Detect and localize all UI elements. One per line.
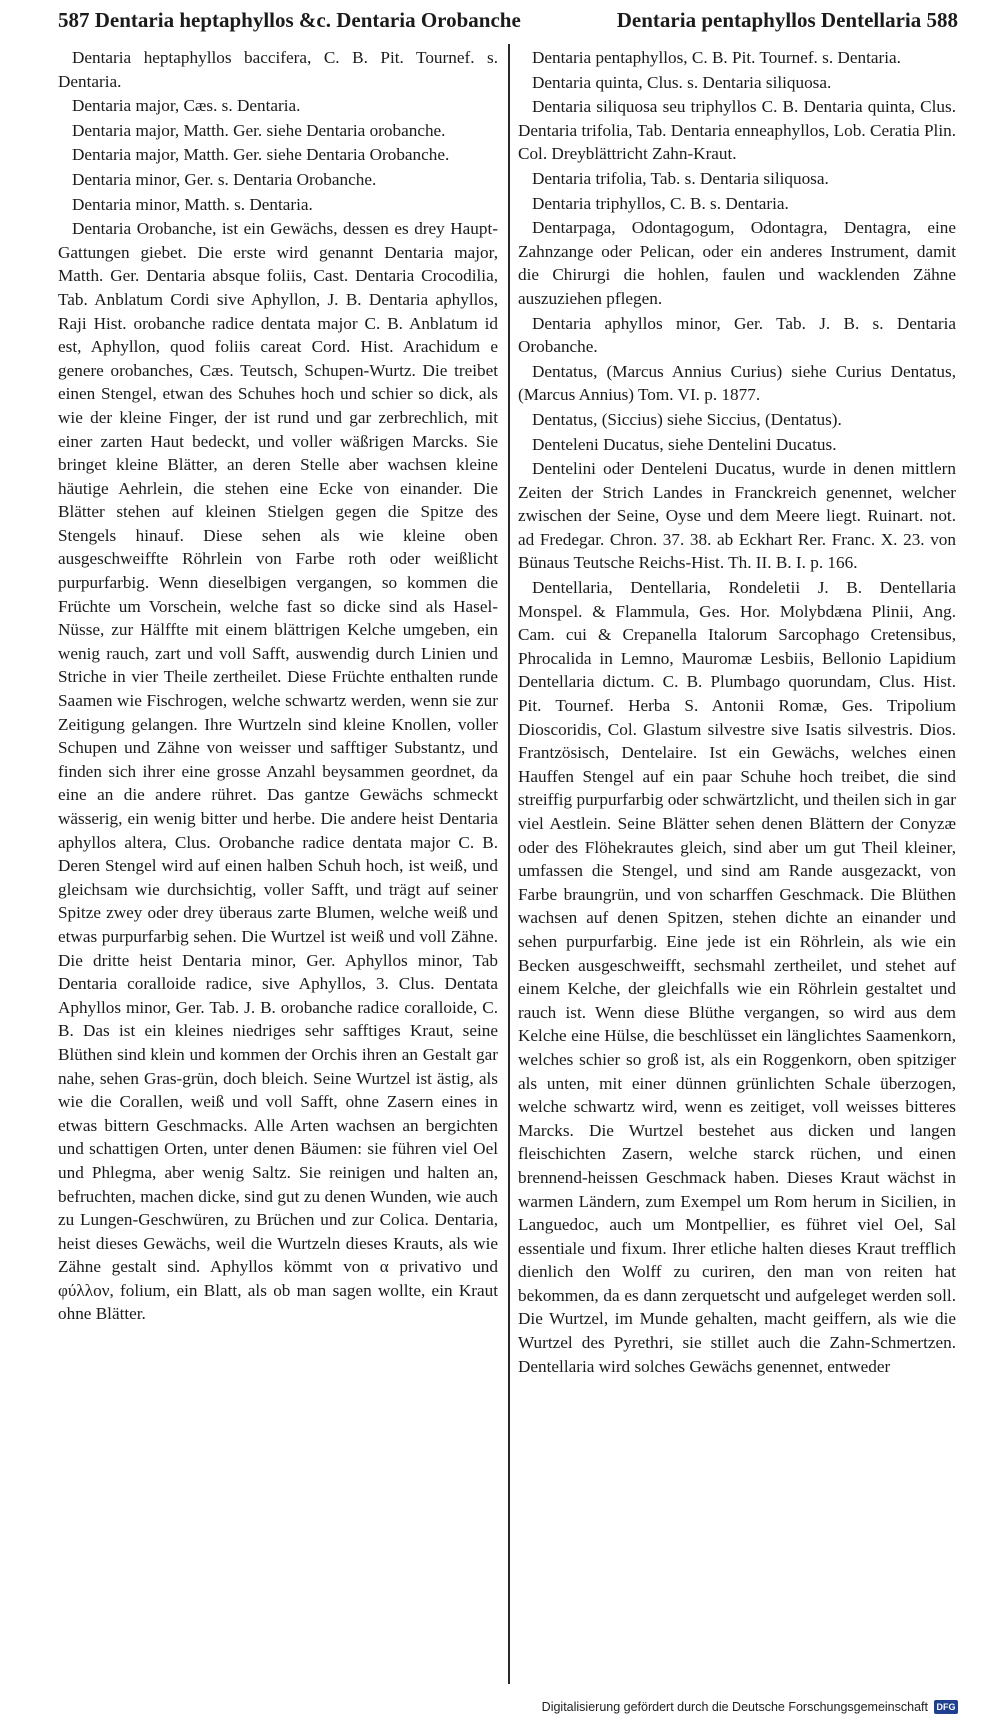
entry: Dentaria siliquosa seu triphyllos C. B. Dentaria quinta, Clus. Dentaria trifolia, Tab. Dentaria enneaphyllos, Lob. Ceratia Plin. Col. Dreyblättricht Zahn-Kraut. xyxy=(518,97,956,164)
entry: Denteleni Ducatus, siehe Dentelini Ducatus. xyxy=(532,434,837,454)
entry: Dentaria Orobanche, ist ein Gewächs, dessen es drey Haupt-Gattungen giebet. Die erste wird genannt Dentaria major, Matth. Ger. Dentaria absque foliis, Cast. Dentaria Crocodilia, Tab. Anblatum Cordi sive Aphyllon, J. B. Dentaria aphyllos, Raji Hist. orobanche radice dentata major C. B. Anblatum id est, Aphyllon, quod foliis careat Cord. Hist. Arachidum e genere orobanches, Cæs. Teutsch, Schupen-Wurtz. Die treibet einen Stengel, etwan des Schuhes hoch und schier so dick, als wie der kleine Finger, der ist rund und gar zerbrechlich, mit einer zarten Haut bedeckt, und voller wäßrigen Marcks. Sie bringet kleine Blätter, an deren Stelle aber wachsen kleine häutige Aehrlein, die stehen eine Ecke von einander. Die Blätter stehen auf kleinen Stielgen gegen die Spitze des Stengels hinauf. Diese sehen als wie kleine oben ausgeschweiffte Röhrlein von Farbe roth oder weißlicht purpurfarbig. Wenn dieselbigen vergangen, so kommen die Früchte um Vorschein, welche fast so dicke sind als Hasel-Nüsse, zur Hälffte mit einem blättrigen Kelche umgeben, ein wenig rauch, zart und voll Safft, auswendig durch Linien und Striche in vier Theile zertheilet. Diese Früchte enthalten runde Saamen wie Fischrogen, welche schwartz werden, wenn sie zur Zeitigung gelangen. Ihre Wurtzeln sind kleine Knollen, voller Schupen und Zähne von weisser und safftiger Substantz, und finden sich ihrer eine grosse Anzahl beysammen geordnet, da eine an die andere rühret. Das gantze Gewächs schmeckt wässerig, ein wenig bitter und herbe. Die andere heist Dentaria aphyllos altera, Clus. Orobanche radice dentata major C. B. Deren Stengel wird auf einen halben Schuh hoch, ist weiß, und gleichsam wie durchsichtig, voller Safft, und trägt auf seiner Spitze zwey oder drey überaus zarte Blumen, welche weiß und etwas purpurfarbig sehen. Die Wurtzel ist weiß und voll Zähne. Die dritte heist Dentaria minor, Ger. Aphyllos minor, Tab Dentaria coralloide radice, sive Aphyllos, 3. Clus. Dentata Aphyllos minor, Ger. Tab. J. B. orobanche radice coralloide, C. B. Das ist ein kleines niedriges sehr safftiges Kraut, seine Blüthen sind klein und kommen der Orchis ihren an Gestalt gar nahe, sehen Gras-grün, doch bleich. Seine Wurtzel ist ästig, als wie die Corallen, weiß und voll Safft, ohne Zasern eines in etwas bittern Geschmacks. Alle Arten wachsen an bergichten und schattigen Orten, unter denen Bäumen: sie führen viel Oel und Phlegma, aber wenig Saltz. Sie reinigen und halten an, befruchten, machen dicke, sind gut zu denen Wunden, wie auch zu Lungen-Geschwüren, zu Brüchen und zur Colica. Dentaria, heist dieses Gewächs, weil die Wurtzeln dieses Krauts, als wie Zähne gestalt sind. Aphyllos kömmt von α privativo und φύλλον, folium, ein Blatt, als ob man sagen wollte, ein Kraut ohne Blätter. xyxy=(58,219,498,1324)
entry: Dentaria trifolia, Tab. s. Dentaria siliquosa. xyxy=(532,168,829,188)
entry: Dentaria major, Matth. Ger. siehe Dentaria Orobanche. xyxy=(72,145,450,165)
footer-credit: Digitalisierung gefördert durch die Deutsche Forschungsgemeinschaft xyxy=(541,1700,928,1714)
right-column xyxy=(518,46,956,1636)
entry: Dentaria aphyllos minor, Ger. Tab. J. B. s. Dentaria Orobanche. xyxy=(518,313,956,357)
entry: Dentarpaga, Odontagogum, Odontagra, Dentagra, eine Zahnzange oder Pelican, oder ein anderes Instrument, damit die Chirurgi die hohlen, faulen und wacklenden Zähne auszuziehen pflegen. xyxy=(518,218,956,308)
entry: Dentaria minor, Ger. s. Dentaria Orobanche. xyxy=(72,169,377,189)
dfg-logo-icon: DFG xyxy=(934,1700,958,1714)
page-header xyxy=(58,8,958,42)
header-left: 587 Dentaria heptaphyllos &c. Dentaria Orobanche xyxy=(58,8,521,32)
entry: Dentaria heptaphyllos baccifera, C. B. Pit. Tournef. s. Dentaria. xyxy=(58,48,498,91)
left-column xyxy=(58,46,498,1636)
entry: Dentaria quinta, Clus. s. Dentaria siliquosa. xyxy=(532,72,832,92)
entry: Dentatus, (Marcus Annius Curius) siehe Curius Dentatus, (Marcus Annius) Tom. VI. p. 1877. xyxy=(518,361,956,405)
entry: Dentaria major, Cæs. s. Dentaria. xyxy=(72,96,301,116)
entry: Dentaria triphyllos, C. B. s. Dentaria. xyxy=(532,193,789,213)
entry: Dentelini oder Denteleni Ducatus, wurde in denen mittlern Zeiten der Strich Landes in Franckreich genennet, welcher zwischen der Seine, Oyse und dem Meere liegt. Ruinart. not. ad Fredegar. Chron. 37. 38. ab Eckhart Rer. Franc. X. 23. von Bünaus Teutsche Reichs-Hist. Th. II. B. I. p. 166. xyxy=(518,459,956,573)
digitization-footer xyxy=(542,1697,958,1717)
column-divider xyxy=(508,44,510,1684)
entry: Dentaria major, Matth. Ger. siehe Dentaria orobanche. xyxy=(72,120,446,140)
entry: Dentellaria, Dentellaria, Rondeletii J. B. Dentellaria Monspel. & Flammula, Ges. Hor. Molybdæna Plinii, Ang. Cam. cui & Crepanella Italorum Sarcophago Cretensibus, Phrocalida in Lemno, Mauromæ Lesbiis, Bellonio Lapidium Dentellaria dictum. C. B. Plumbago quorundam, Clus. Hist. Pit. Tournef. Herba S. Antonii Romæ, Ges. Tripolium Dioscoridis, Col. Glastum silvestre sive Isatis silvestris. Dios. Frantzösisch, Dentelaire. Ist ein Gewächs, welches einen Hauffen Stengel auf ein paar Schuhe hoch treibet, die sind streiffig purpurfarbig oder schwärtzlicht, und theilen sich in gar viel Aestlein. Seine Blätter sehen denen Blättern der Conyzæ oder des Flöhekrautes gleich, sind aber um gut Theil kleiner, umfassen die Stengel, und sind am Rande ausgezackt, von Farbe braungrün, und von scharffen Geschmack. Die Blüthen wachsen auf denen Spitzen, stehen dichte an einander und sehen purpurfarbig. Eine jede ist ein Röhrlein, als wie ein Becken ausgeschweifft, sechsmahl zertheilet, und stehet auf einem Kelche, der gleichfalls wie ein Röhrlein gestaltet und rauch ist. Wenn diese Blüthe vergangen, so wird aus dem Kelche eine Hülse, die beschlüsset ein länglichtes Saamenkorn, welches schier so groß ist, als ein Roggenkorn, oben spitziger als unten, mit einer dünnen grünlichten Schale überzogen, welche schwartz wird, wenn es zeitiget, voll weisses bitteres Marcks. Die Wurtzel bestehet aus dicken und langen fleischichten Zasern, welche starck rüchen, und einen brennend-heissen Geschmack haben. Dieses Kraut wächst in warmen Ländern, zum Exempel um Rom herum in Sicilien, in Languedoc, auch um Montpellier, es führet viel Oel, Sal essentiale und fixum. Ihrer etliche halten dieses Kraut trefflich dienlich den Wolff zu curiren, den man von reiten hat bekommen, da es dann zerquetscht und aufgeleget werden soll. Die Wurtzel, im Munde gehalten, macht geiffern, als wie die Wurtzel des Pyrethri, sie stillet auch die Zahn-Schmertzen. Dentellaria wird solches Gewächs genennet, entweder xyxy=(518,578,956,1376)
entry: Dentaria pentaphyllos, C. B. Pit. Tournef. s. Dentaria. xyxy=(532,48,901,67)
header-right: Dentaria pentaphyllos Dentellaria 588 xyxy=(616,8,958,32)
entry: Dentatus, (Siccius) siehe Siccius, (Dentatus). xyxy=(532,409,842,429)
entry: Dentaria minor, Matth. s. Dentaria. xyxy=(72,194,313,214)
